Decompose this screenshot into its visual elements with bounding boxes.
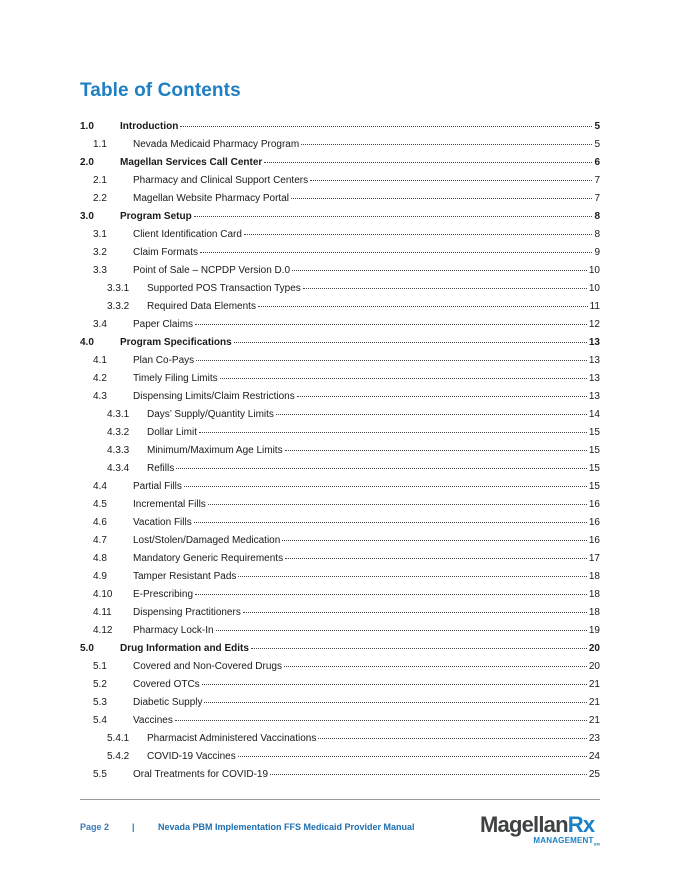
toc-dot-leader [310,169,592,181]
toc-entry-page: 16 [588,499,600,510]
toc-entry-number: 4.3.1 [107,409,130,420]
toc-dot-leader [196,349,587,361]
toc-entry-page: 13 [588,373,600,384]
toc-entry-title: Magellan Website Pharmacy Portal [133,193,289,204]
toc-entry-page: 16 [588,517,600,528]
footer-divider [80,799,600,800]
toc-dot-leader [184,475,587,487]
toc-dot-leader [297,385,587,397]
toc-entry-title: Covered OTCs [133,679,200,690]
toc-entry-page: 21 [588,715,600,726]
toc-entry-number: 4.2 [93,373,107,384]
toc-entry-title: Plan Co-Pays [133,355,195,366]
toc-heading: Table of Contents [80,80,241,101]
toc-entry-title: Partial Fills [133,481,182,492]
toc-dot-leader [301,133,592,145]
toc-entry-number: 3.3.1 [107,283,130,294]
toc-entry-number: 4.3 [93,391,107,402]
toc-entry-number: 4.3.4 [107,463,130,474]
toc-entry-title: Nevada Medicaid Pharmacy Program [133,139,300,150]
toc-entry-page: 12 [588,319,600,330]
toc-entry-page: 23 [588,733,600,744]
toc-entry-title: Incremental Fills [133,499,206,510]
toc-entry-page: 15 [588,463,600,474]
toc-dot-leader [194,511,587,523]
toc-entry-number: 2.0 [80,157,94,168]
toc-entry-number: 4.0 [80,337,94,348]
toc-entry-page: 20 [588,643,600,654]
toc-dot-leader [270,763,587,775]
toc-entry-title: Required Data Elements [147,301,256,312]
logo-rx-text: Rx [567,812,595,837]
toc-entry-page: 8 [594,229,600,240]
toc-dot-leader [216,619,587,631]
toc-entry-number: 3.1 [93,229,107,240]
toc-entry-title: Covered and Non-Covered Drugs [133,661,282,672]
toc-entry-number: 4.10 [93,589,113,600]
toc-entry-number: 5.4.1 [107,733,130,744]
toc-dot-leader [204,691,586,703]
magellan-rx-logo [480,812,602,852]
toc-entry-page: 16 [588,535,600,546]
toc-dot-leader [285,547,587,559]
toc-entry-page: 18 [588,589,600,600]
toc-entry-title: Magellan Services Call Center [120,157,263,168]
toc-dot-leader [208,493,587,505]
toc-entry-number: 4.11 [93,607,112,618]
toc-dot-leader [251,637,587,649]
logo-main-text: Magellan [480,812,568,837]
toc-entry-page: 20 [588,661,600,672]
toc-entry-title: Minimum/Maximum Age Limits [147,445,283,456]
toc-entry-title: Dispensing Practitioners [133,607,241,618]
toc-dot-leader [220,367,587,379]
toc-dot-leader [258,295,588,307]
toc-dot-leader [195,313,587,325]
toc-entry-title: Dispensing Limits/Claim Restrictions [133,391,295,402]
toc-dot-leader [176,457,587,469]
toc-entry-page: 15 [588,427,600,438]
toc-entry-number: 3.3 [93,265,107,276]
toc-dot-leader [200,241,592,253]
toc-entry-title: Tamper Resistant Pads [133,571,237,582]
toc-entry-title: Supported POS Transaction Types [147,283,301,294]
toc-entry-title: Timely Filing Limits [133,373,218,384]
toc-dot-leader [284,655,587,667]
toc-dot-leader [175,709,587,721]
toc-entry-number: 2.1 [93,175,107,186]
toc-entry-page: 13 [588,337,600,348]
toc-entry-number: 1.0 [80,121,94,132]
toc-entry-number: 3.2 [93,247,107,258]
toc-entry-number: 5.2 [93,679,107,690]
toc-entry-number: 4.12 [93,625,113,636]
toc-entry-page: 18 [588,607,600,618]
toc-entry-title: Point of Sale – NCPDP Version D.0 [133,265,291,276]
toc-entry-page: 19 [588,625,600,636]
logo-tm: SM [593,841,600,847]
toc-entry-page: 5 [594,139,600,150]
toc-entry-number: 4.6 [93,517,107,528]
page-footer [80,822,415,832]
logo-sub-text: MANAGEMENT [533,836,594,845]
toc-dot-leader [282,529,587,541]
toc-entry-number: 3.0 [80,211,94,222]
toc-dot-leader [318,727,587,739]
toc-entry-page: 6 [594,157,600,168]
toc-entry-number: 5.4.2 [107,751,130,762]
toc-dot-leader [238,565,586,577]
toc-entry-title: Pharmacist Administered Vaccinations [147,733,317,744]
toc-dot-leader [195,583,587,595]
toc-entry-page: 5 [594,121,600,132]
toc-entry-number: 5.5 [93,769,107,780]
toc-dot-leader [243,601,587,613]
toc-entry-title: E-Prescribing [133,589,194,600]
toc-entry-page: 8 [594,211,600,222]
toc-entry-number: 3.3.2 [107,301,130,312]
toc-entry-page: 10 [588,283,600,294]
toc-entry-title: Diabetic Supply [133,697,203,708]
toc-entry-number: 4.5 [93,499,107,510]
toc-entry-number: 4.3.3 [107,445,130,456]
toc-entry-title: Lost/Stolen/Damaged Medication [133,535,281,546]
toc-entry-title: Program Setup [120,211,192,222]
footer-document-title: Nevada PBM Implementation FFS Medicaid Provider Manual [158,822,415,832]
toc-entry-title: Introduction [120,121,179,132]
toc-dot-leader [194,205,593,217]
toc-entry-page: 10 [588,265,600,276]
footer-separator: | [132,822,135,832]
toc-entry-number: 5.1 [93,661,107,672]
toc-entry-page: 25 [588,769,600,780]
toc-entry-number: 5.0 [80,643,94,654]
toc-list [80,117,600,783]
toc-entry-number: 2.2 [93,193,107,204]
toc-entry-number: 4.3.2 [107,427,130,438]
toc-entry-page: 11 [589,301,600,312]
toc-entry-title: Vaccines [133,715,173,726]
toc-entry-title: Pharmacy Lock-In [133,625,214,636]
toc-dot-leader [276,403,587,415]
toc-entry-title: Oral Treatments for COVID-19 [133,769,269,780]
toc-entry-page: 17 [588,553,600,564]
logo-subtext [533,836,600,847]
toc-entry-page: 9 [594,247,600,258]
toc-entry-number: 1.1 [93,139,107,150]
toc-entry-title: Claim Formats [133,247,199,258]
toc-entry-title: Dollar Limit [147,427,198,438]
toc-entry-page: 14 [588,409,600,420]
toc-entry-title: Mandatory Generic Requirements [133,553,284,564]
toc-entry-page: 13 [588,391,600,402]
toc-entry-number: 4.1 [93,355,107,366]
toc-entry-page: 21 [588,697,600,708]
toc-entry-page: 24 [588,751,600,762]
toc-entry-page: 13 [588,355,600,366]
toc-dot-leader [238,745,587,757]
toc-entry-page: 7 [594,193,600,204]
toc-entry-page: 15 [588,445,600,456]
toc-entry-number: 4.7 [93,535,107,546]
toc-entry[interactable] [80,765,600,783]
toc-entry-number: 4.4 [93,481,107,492]
toc-dot-leader [291,187,592,199]
toc-dot-leader [285,439,587,451]
toc-dot-leader [244,223,592,235]
logo-wordmark [480,812,594,838]
toc-entry-number: 3.4 [93,319,107,330]
toc-entry-number: 4.9 [93,571,107,582]
toc-dot-leader [234,331,587,343]
toc-entry-page: 15 [588,481,600,492]
toc-entry-title: Client Identification Card [133,229,242,240]
page-number: Page 2 [80,822,110,832]
toc-dot-leader [199,421,587,433]
toc-entry-number: 5.4 [93,715,107,726]
toc-entry-title: Refills [147,463,175,474]
toc-dot-leader [264,151,592,163]
toc-dot-leader [180,115,592,127]
toc-entry-number: 4.8 [93,553,107,564]
toc-entry-title: Pharmacy and Clinical Support Centers [133,175,309,186]
toc-entry-page: 21 [588,679,600,690]
toc-entry-title: Drug Information and Edits [120,643,249,654]
toc-entry-number: 5.3 [93,697,107,708]
toc-entry-page: 18 [588,571,600,582]
toc-entry-title: Vacation Fills [133,517,192,528]
toc-entry-title: Days’ Supply/Quantity Limits [147,409,274,420]
toc-dot-leader [292,259,587,271]
toc-entry-page: 7 [594,175,600,186]
toc-entry-title: Paper Claims [133,319,194,330]
toc-entry-title: Program Specifications [120,337,232,348]
toc-dot-leader [303,277,587,289]
toc-dot-leader [202,673,587,685]
toc-entry-title: COVID-19 Vaccines [147,751,236,762]
